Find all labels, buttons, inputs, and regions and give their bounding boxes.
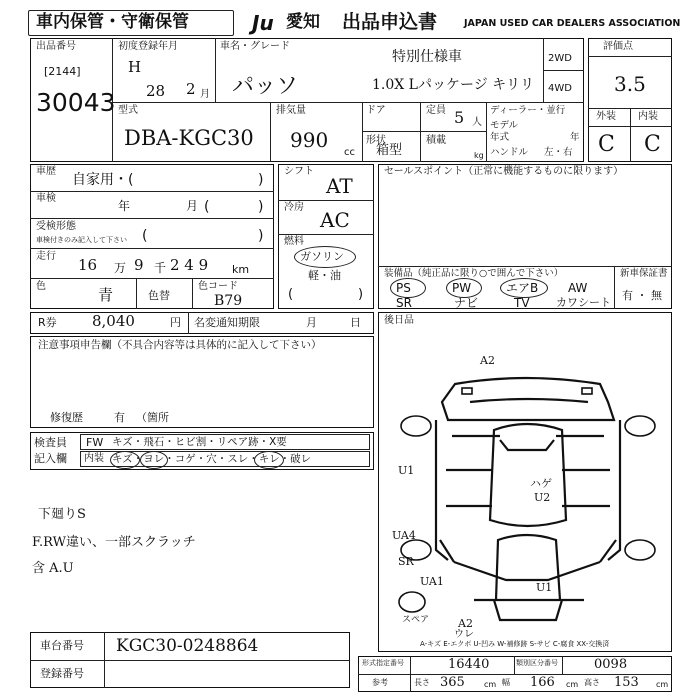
registration-month-unit: 月 <box>200 89 210 100</box>
dealer-year-unit: 年 <box>570 132 580 143</box>
pending-paren: ( <box>142 228 148 244</box>
doors-label: ドア <box>366 105 386 116</box>
payload-unit: kg <box>474 151 484 160</box>
mileage-unit: km <box>232 263 250 276</box>
rating-ext-label: 外装 <box>596 111 616 122</box>
length-label: 長さ <box>414 678 430 687</box>
inspector-fw-items: キズ・飛石・ヒビ割・リペア跡・X要 <box>112 436 287 448</box>
equip-tv: TV <box>514 296 530 310</box>
repair-label: 修復歴 <box>50 411 83 424</box>
form-number: 16440 <box>448 657 490 672</box>
equip-navi: ナビ <box>454 296 479 310</box>
logo-prefecture: 愛知 <box>286 12 320 32</box>
registration-year: 28 <box>146 82 166 100</box>
name-change-day: 日 <box>350 316 361 329</box>
equip-sr: SR <box>396 296 412 310</box>
mileage-sen-unit: 千 <box>154 261 167 275</box>
mark-rear-3: ウレ <box>454 629 474 640</box>
note-line-3: 含 A.U <box>32 561 74 576</box>
pending-note: 車検付きのみ記入して下さい <box>36 236 127 244</box>
repair-paren: （箇所 <box>136 411 169 424</box>
mark-left-3: SR <box>398 555 414 568</box>
color-code-label: 色コード <box>198 281 238 292</box>
inspection-year: 年 <box>118 199 131 213</box>
mileage-sen-digit: 9 <box>134 256 144 274</box>
pending-label: 受検形態 <box>36 221 76 232</box>
pending-close: ) <box>258 228 264 244</box>
shift-value: AT <box>326 174 353 198</box>
capacity-unit: 人 <box>472 117 482 128</box>
name-change-month: 月 <box>306 316 317 329</box>
dealer-model: モデル <box>490 120 519 131</box>
model-label: 車名・グレード <box>220 41 290 52</box>
mileage-man-unit: 万 <box>114 261 127 275</box>
type-code: DBA-KGC30 <box>124 126 254 150</box>
inspection-month: 月 <box>186 199 199 213</box>
rating-ext: C <box>598 132 615 157</box>
width-unit: cm <box>566 680 579 689</box>
capacity-label: 定員 <box>426 105 446 116</box>
registration-number-label: 登録番号 <box>40 667 84 680</box>
mark-left-2: UA4 <box>392 529 416 542</box>
grade-line2: 1.0X Lパッケージ キリリ <box>372 77 535 93</box>
model-name: パッソ <box>232 74 299 99</box>
mileage-rest: 2 4 9 <box>170 256 209 274</box>
length-value: 365 <box>440 675 465 690</box>
height-unit: cm <box>656 680 669 689</box>
rating-score: 3.5 <box>614 72 646 96</box>
warranty-opts: 有 ・ 無 <box>622 289 662 302</box>
registration-month: 2 <box>186 80 196 98</box>
spare-label: スペア <box>402 615 430 625</box>
equip-pw: PW <box>452 281 472 295</box>
fuel-gasoline: ガソリン <box>300 250 344 263</box>
reference-label: 参考 <box>372 678 388 687</box>
dealer-handle-opts: 左・右 <box>544 147 573 158</box>
type-code-label: 型式 <box>118 105 138 116</box>
inspector-int-label: 内装 <box>84 453 104 464</box>
mark-rear-2: A2 <box>458 617 473 630</box>
dealer-year-label: 年式 <box>490 132 510 143</box>
class-number: 0098 <box>594 657 628 672</box>
mark-rear-1: U1 <box>536 581 553 594</box>
mark-top: A2 <box>480 354 495 367</box>
history-value: 自家用・( <box>72 172 134 188</box>
capacity: 5 <box>454 108 465 127</box>
grade-line1: 特別仕様車 <box>392 49 462 65</box>
selling-points-label: セールスポイント（正常に機能するものに限ります） <box>384 166 624 177</box>
logo-mark: Ju <box>252 11 274 35</box>
fuel-paren: ( <box>288 287 294 302</box>
height-value: 153 <box>614 675 639 690</box>
chassis-label: 車台番号 <box>40 639 84 652</box>
notes-label: 注意事項申告欄（不具合内容等は具体的に記入して下さい） <box>38 339 322 351</box>
note-line-2: F.RW違い、一部スクラッチ <box>32 535 196 550</box>
lot-number: 30043 <box>36 88 116 117</box>
class-number-label: 類別区分番号 <box>516 659 558 667</box>
equipment-label: 装備品（純正品に限り○で囲んで下さい） <box>384 268 564 279</box>
equip-ps: PS <box>396 281 411 295</box>
drive-4wd: 4WD <box>548 83 572 94</box>
fuel-close: ) <box>358 287 364 302</box>
inspection-label: 車検 <box>36 193 56 204</box>
lot-number-label: 出品番号 <box>36 41 76 52</box>
mark-left-1: U1 <box>398 464 415 477</box>
mileage-label: 走行 <box>36 251 56 262</box>
width-value: 166 <box>530 675 555 690</box>
body-shape: 箱型 <box>376 143 403 158</box>
storage-note: 車内保管・守衛保管 <box>36 12 189 32</box>
inspector-fw-label: FW <box>86 436 104 449</box>
mark-left-4: UA1 <box>420 575 444 588</box>
repair-value: 有 <box>114 411 125 424</box>
rating-int-label: 内装 <box>638 111 658 122</box>
recycle-label: R券 <box>38 316 57 329</box>
equip-aw: AW <box>568 281 588 295</box>
association-name: JAPAN USED CAR DEALERS ASSOCIATION <box>464 18 681 29</box>
mark-roof: ハゲ <box>530 477 552 490</box>
dealer-handle: ハンドル <box>490 147 529 158</box>
rating-label: 評価点 <box>603 41 633 52</box>
displacement-unit: cc <box>344 147 355 158</box>
chassis-number: KGC30-0248864 <box>116 636 259 656</box>
color-value: 青 <box>98 286 114 304</box>
fuel-diesel: 軽・油 <box>308 269 341 282</box>
fuel-label: 燃料 <box>284 236 304 247</box>
inspector-int-items: キズ・ヨレ・コゲ・穴・スレ・キレ・破レ <box>112 453 312 465</box>
rear-items-label: 後日品 <box>384 315 414 326</box>
lot-small-number: [2144] <box>44 65 81 78</box>
inspection-close: ) <box>258 199 264 215</box>
rating-int: C <box>644 132 661 157</box>
body-shape-label: 形状 <box>366 135 386 146</box>
length-unit: cm <box>484 680 497 689</box>
color-label: 色 <box>36 281 46 292</box>
shift-label: シフト <box>284 166 314 177</box>
ac-value: AC <box>320 208 350 232</box>
equip-power-seat: カワシート <box>556 296 611 309</box>
mileage-man: 16 <box>78 256 98 274</box>
inspector-label2: 記入欄 <box>34 452 67 465</box>
dealer-label: ディーラー・並行 <box>490 105 566 116</box>
inspector-label: 検査員 <box>34 436 67 449</box>
registration-era: H <box>128 58 142 76</box>
registration-label: 初度登録年月 <box>118 41 178 52</box>
mark-roof-code: U2 <box>534 491 551 504</box>
displacement: 990 <box>290 128 329 152</box>
payload-label: 積載 <box>426 135 446 146</box>
displacement-label: 排気量 <box>276 105 306 116</box>
form-title: 出品申込書 <box>342 11 438 33</box>
history-close: ) <box>258 172 264 188</box>
recycle-value: 8,040 <box>92 312 135 330</box>
warranty-label: 新車保証書 <box>620 268 668 279</box>
color-code: B79 <box>214 293 243 309</box>
damage-legend: A-キズ E-エクボ U-凹み W-補修跡 S-サビ C-腐食 XX-交換済 <box>420 640 610 648</box>
height-label: 高さ <box>584 678 600 687</box>
drive-2wd: 2WD <box>548 53 572 64</box>
color-change-label: 色替 <box>148 289 170 302</box>
form-number-label: 形式指定番号 <box>362 659 404 667</box>
history-label: 車歴 <box>36 166 56 177</box>
width-label: 幅 <box>502 678 510 687</box>
name-change-label: 名変通知期限 <box>194 316 260 329</box>
inspection-paren: ( <box>204 199 210 215</box>
note-line-1: 下廻りS <box>38 507 86 522</box>
equip-airbag: エアB <box>506 281 539 295</box>
ac-label: 冷房 <box>284 202 304 213</box>
recycle-unit: 円 <box>170 316 181 329</box>
